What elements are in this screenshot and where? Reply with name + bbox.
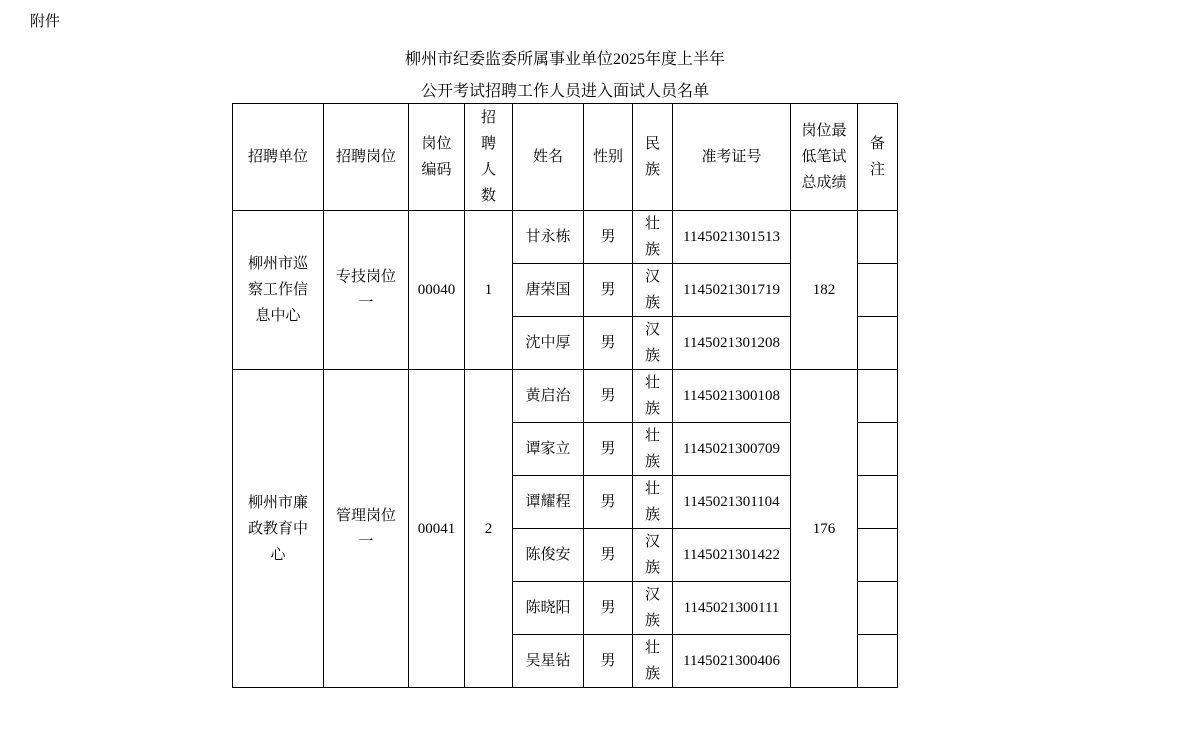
ethnicity-cell <box>633 370 673 423</box>
unit-text: 柳州市巡察工作信息中心 <box>247 256 308 324</box>
col-header-remark <box>858 104 898 211</box>
ethnicity-cell <box>633 529 673 582</box>
gender-cell: 男 <box>584 264 633 317</box>
unit-text: 柳州市廉政教育中心 <box>247 494 308 563</box>
ethnicity-cell <box>633 264 673 317</box>
ethnicity-cell <box>633 582 673 635</box>
post-text: 管理岗位一 <box>335 507 396 550</box>
ethnicity-text: 壮族 <box>644 375 660 417</box>
post-code-cell: 00041 <box>409 370 465 688</box>
remark-cell <box>858 582 898 635</box>
col-header-gender: 性别 <box>584 104 633 211</box>
exam-no-cell: 1145021301104 <box>673 476 791 529</box>
interview-roster-table <box>232 103 898 688</box>
exam-no-cell: 1145021300111 <box>673 582 791 635</box>
min-score-cell: 182 <box>791 211 858 370</box>
gender-cell: 男 <box>584 529 633 582</box>
ethnicity-cell <box>633 211 673 264</box>
remark-cell <box>858 317 898 370</box>
col-header-name: 姓名 <box>513 104 584 211</box>
name-cell: 甘永栋 <box>513 211 584 264</box>
col-header-ethnicity-label: 民族 <box>644 136 660 178</box>
table-header-row <box>233 104 898 211</box>
remark-cell <box>858 211 898 264</box>
exam-no-cell: 1145021301422 <box>673 529 791 582</box>
post-code-cell: 00040 <box>409 211 465 370</box>
col-header-ethnicity <box>633 104 673 211</box>
ethnicity-text: 汉族 <box>644 587 660 629</box>
ethnicity-cell <box>633 317 673 370</box>
table-row <box>233 211 898 264</box>
gender-cell: 男 <box>584 423 633 476</box>
remark-cell <box>858 264 898 317</box>
col-header-min-score-label: 岗位最低笔试总成绩 <box>801 123 847 191</box>
name-cell: 沈中厚 <box>513 317 584 370</box>
ethnicity-text: 汉族 <box>644 534 660 576</box>
name-cell: 吴星钻 <box>513 635 584 688</box>
gender-cell: 男 <box>584 370 633 423</box>
document-title-line2: 公开考试招聘工作人员进入面试人员名单 <box>420 83 709 100</box>
exam-no-cell: 1145021300709 <box>673 423 791 476</box>
exam-no-cell: 1145021301208 <box>673 317 791 370</box>
post-text: 专技岗位一 <box>335 269 396 311</box>
col-header-post: 招聘岗位 <box>324 104 409 211</box>
ethnicity-cell <box>633 423 673 476</box>
post-cell <box>324 211 409 370</box>
unit-cell <box>233 211 324 370</box>
ethnicity-text: 壮族 <box>644 428 660 470</box>
attachment-label: 附件 <box>30 14 61 30</box>
exam-no-cell: 1145021301513 <box>673 211 791 264</box>
post-cell <box>324 370 409 688</box>
unit-cell <box>233 370 324 688</box>
gender-cell: 男 <box>584 476 633 529</box>
remark-cell <box>858 529 898 582</box>
exam-no-cell: 1145021301719 <box>673 264 791 317</box>
ethnicity-text: 壮族 <box>644 216 660 258</box>
gender-cell: 男 <box>584 582 633 635</box>
col-header-recruit-count <box>465 104 513 211</box>
col-header-min-score <box>791 104 858 211</box>
ethnicity-text: 壮族 <box>644 640 660 682</box>
col-header-unit: 招聘单位 <box>233 104 324 211</box>
col-header-post-code <box>409 104 465 211</box>
min-score-cell: 176 <box>791 370 858 688</box>
col-header-exam-no: 准考证号 <box>673 104 791 211</box>
gender-cell: 男 <box>584 211 633 264</box>
remark-cell <box>858 635 898 688</box>
exam-no-cell: 1145021300108 <box>673 370 791 423</box>
recruit-count-cell: 2 <box>465 370 513 688</box>
remark-cell <box>858 370 898 423</box>
col-header-remark-label: 备注 <box>869 136 885 178</box>
col-header-post-code-label: 岗位编码 <box>421 136 452 178</box>
ethnicity-cell <box>633 476 673 529</box>
exam-no-cell: 1145021300406 <box>673 635 791 688</box>
ethnicity-text: 汉族 <box>644 269 660 311</box>
col-header-recruit-count-label: 招聘人数 <box>480 110 496 204</box>
gender-cell: 男 <box>584 635 633 688</box>
name-cell: 陈晓阳 <box>513 582 584 635</box>
name-cell: 黄启治 <box>513 370 584 423</box>
gender-cell: 男 <box>584 317 633 370</box>
name-cell: 唐荣国 <box>513 264 584 317</box>
ethnicity-text: 汉族 <box>644 322 660 364</box>
ethnicity-cell <box>633 635 673 688</box>
document-title-line1: 柳州市纪委监委所属事业单位2025年度上半年 <box>404 51 725 68</box>
table-row <box>233 370 898 423</box>
name-cell: 陈俊安 <box>513 529 584 582</box>
name-cell: 谭家立 <box>513 423 584 476</box>
name-cell: 谭耀程 <box>513 476 584 529</box>
ethnicity-text: 壮族 <box>644 481 660 523</box>
remark-cell <box>858 476 898 529</box>
recruit-count-cell: 1 <box>465 211 513 370</box>
remark-cell <box>858 423 898 476</box>
